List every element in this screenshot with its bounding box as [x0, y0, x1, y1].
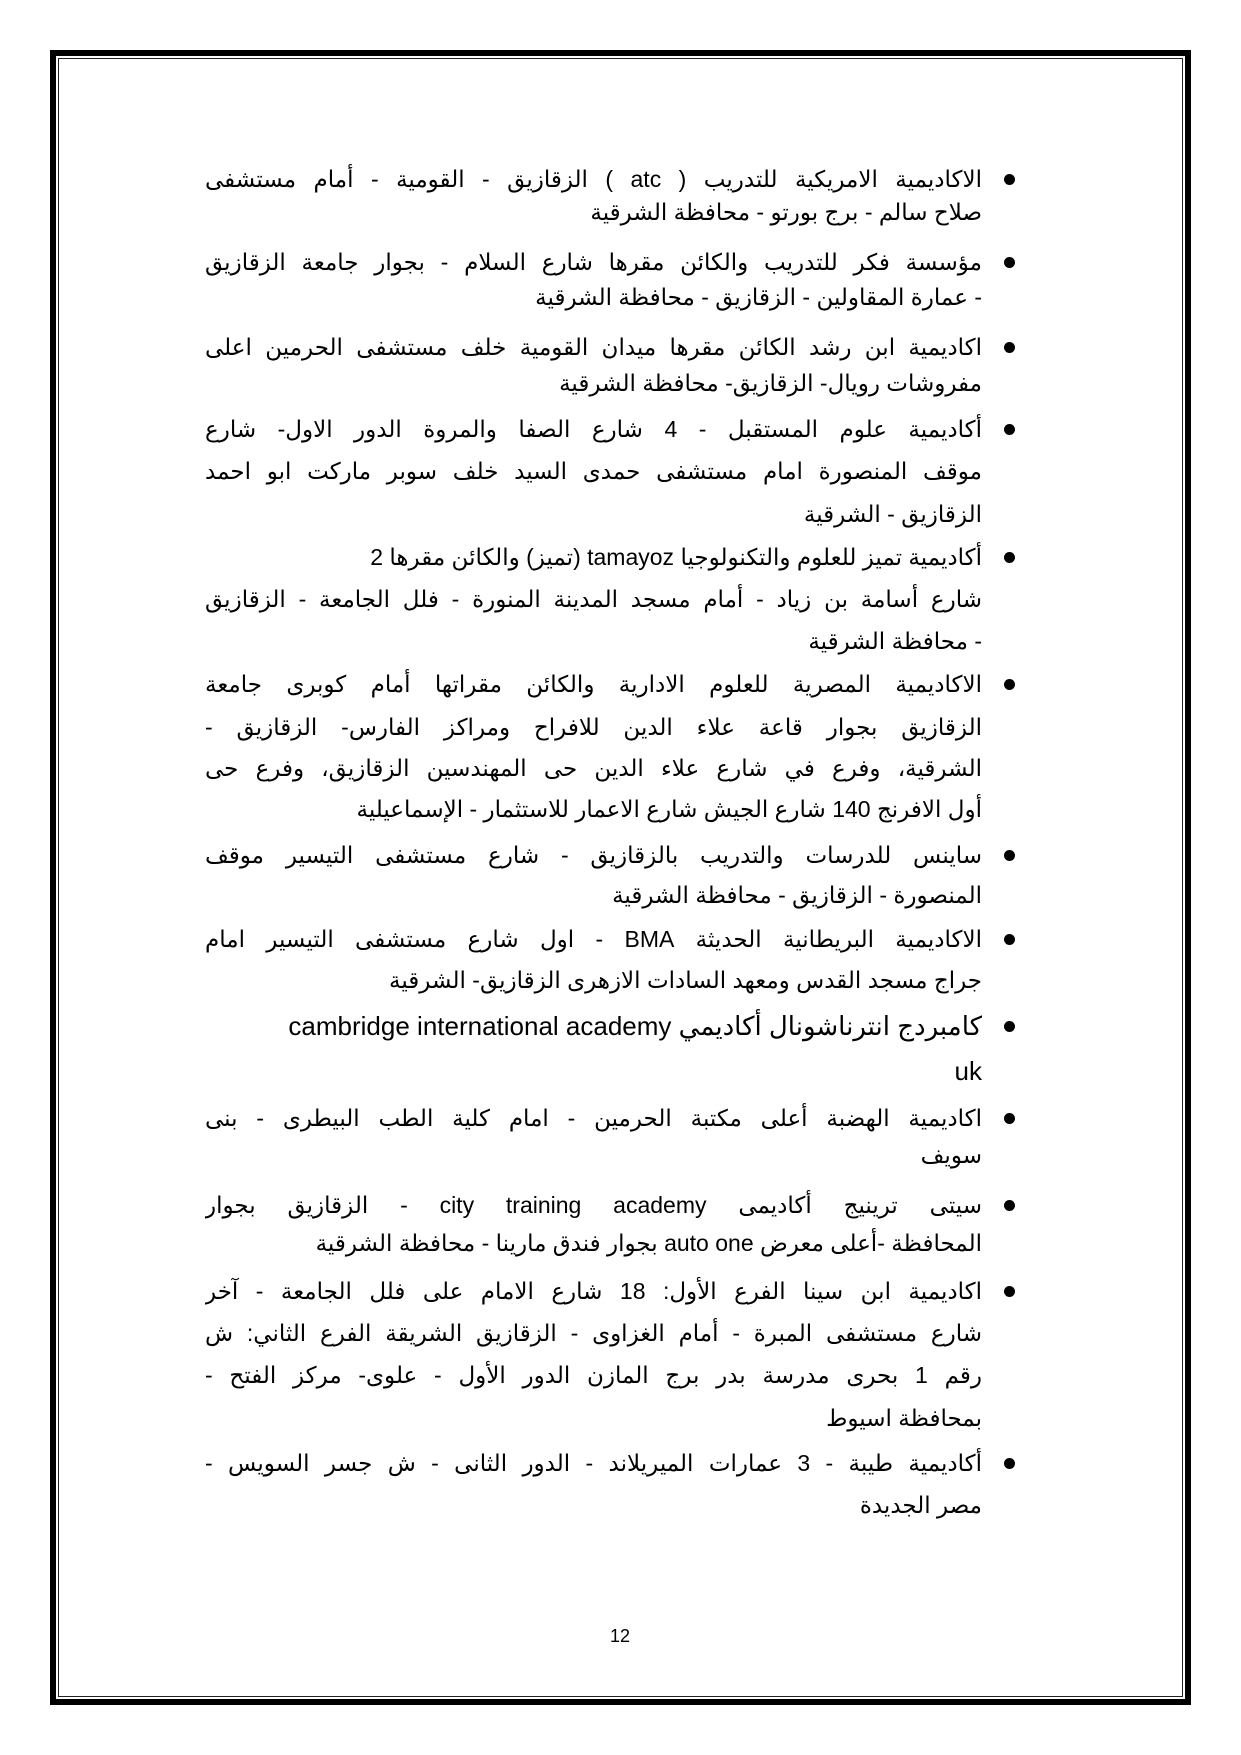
list-item-line: المنصورة - الزقازيق - محافظة الشرقية — [612, 882, 982, 908]
list-item-line: مصر الجديدة — [859, 1492, 982, 1518]
list-item-line: أكاديمية طيبة - 3 عمارات الميريلاند - الدور الثانى - ش جسر السويس - — [205, 1450, 982, 1476]
list-item-line: شارع مستشفى المبرة - أمام الغزاوى - الزقازيق الشريقة الفرع الثاني: ش — [205, 1320, 982, 1346]
bullet-icon — [1004, 1021, 1015, 1032]
bullet-icon — [1004, 1286, 1015, 1297]
list-item-line: سيتى ترينيج أكاديمى city training academy - الزقازيق بجوار — [205, 1192, 982, 1218]
bullet-icon — [1004, 552, 1015, 563]
list-item-line: مفروشات رويال- الزقازيق- محافظة الشرقية — [559, 370, 982, 396]
bullet-icon — [1004, 342, 1015, 353]
list-item-line: المحافظة -أعلى معرض auto one بجوار فندق مارينا - محافظة الشرقية — [315, 1230, 982, 1256]
bullet-icon — [1004, 1458, 1015, 1469]
list-item-line: الاكاديمية الامريكية للتدريب ( atc ) الزقازيق - القومية - أمام مستشفى — [205, 166, 982, 192]
list-item-line: كامبردج انترناشونال أكاديمي cambridge international academy — [288, 1011, 982, 1041]
bullet-icon — [1004, 1200, 1015, 1211]
list-item-line: - محافظة الشرقية — [808, 628, 982, 654]
list-item-line: مؤسسة فكر للتدريب والكائن مقرها شارع السلام - بجوار جامعة الزقازيق — [205, 249, 982, 275]
bullet-icon — [1004, 424, 1015, 435]
list-item-line: uk — [954, 1056, 982, 1086]
bullet-icon — [1004, 850, 1015, 861]
list-item-line: - عمارة المقاولين - الزقازيق - محافظة الشرقية — [535, 284, 982, 310]
list-item-line: أول الافرنج 140 شارع الجيش شارع الاعمار للاستثمار - الإسماعيلية — [356, 796, 982, 822]
page-number: 12 — [609, 1626, 631, 1646]
list-item-line: اكاديمية ابن سينا الفرع الأول: 18 شارع الامام على فلل الجامعة - آخر — [205, 1278, 982, 1304]
list-item-line: أكاديمية تميز للعلوم والتكنولوجيا tamayoz (تميز) والكائن مقرها 2 — [370, 544, 982, 570]
list-item-line: شارع أسامة بن زياد - أمام مسجد المدينة المنورة - فلل الجامعة - الزقازيق — [205, 586, 982, 612]
list-item-line: جراج مسجد القدس ومعهد السادات الازهرى الزقازيق- الشرقية — [389, 967, 982, 993]
list-item-line: بمحافظة اسيوط — [826, 1405, 982, 1431]
list-item-line: الاكاديمية المصرية للعلوم الادارية والكائن مقراتها أمام كوبرى جامعة — [205, 671, 982, 697]
list-item-line: اكاديمية الهضبة أعلى مكتبة الحرمين - امام كلية الطب البيطرى - بنى — [205, 1105, 982, 1131]
list-item-line: صلاح سالم - برج بورتو - محافظة الشرقية — [590, 199, 982, 225]
list-item-line: الزقازيق - الشرقية — [803, 501, 982, 527]
list-item-line: الاكاديمية البريطانية الحديثة BMA - اول شارع مستشفى التيسير امام — [205, 926, 982, 952]
bullet-icon — [1004, 257, 1015, 268]
bullet-icon — [1004, 679, 1015, 690]
list-item-line: الشرقية، وفرع في شارع علاء الدين حى المهندسين الزقازيق، وفرع حى — [205, 755, 982, 781]
bullet-icon — [1004, 1113, 1015, 1124]
list-item-line: سويف — [920, 1142, 982, 1168]
bullet-icon — [1004, 934, 1015, 945]
list-item-line: رقم 1 بحرى مدرسة بدر برج المازن الدور الأول - علوى- مركز الفتح - — [205, 1362, 982, 1388]
list-item-line: موقف المنصورة امام مستشفى حمدى السيد خلف سوبر ماركت ابو احمد — [205, 458, 982, 484]
bullet-icon — [1004, 174, 1015, 185]
list-item-line: اكاديمية ابن رشد الكائن مقرها ميدان القومية خلف مستشفى الحرمين اعلى — [205, 334, 982, 360]
list-item-line: أكاديمية علوم المستقبل - 4 شارع الصفا والمروة الدور الاول- شارع — [205, 416, 982, 442]
list-item-line: الزقازيق بجوار قاعة علاء الدين للافراح ومراكز الفارس- الزقازيق - — [205, 714, 982, 740]
list-item-line: ساينس للدرسات والتدريب بالزقازيق - شارع مستشفى التيسير موقف — [205, 842, 982, 868]
